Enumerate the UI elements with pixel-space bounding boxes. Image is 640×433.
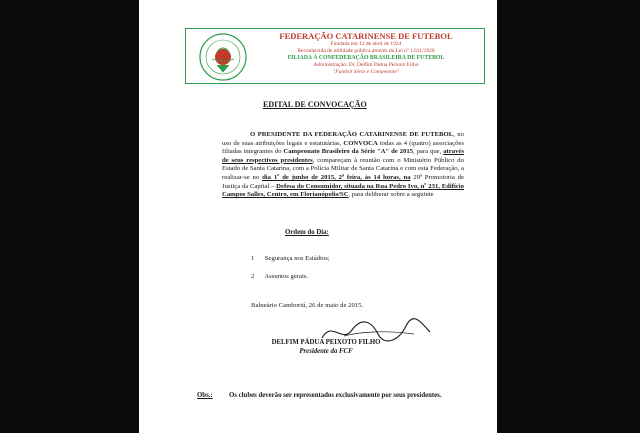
document-page	[139, 0, 497, 433]
observation-text: Os clubes deverão ser representados exclusivamente por seus presidentes.	[229, 392, 442, 399]
observation-label: Obs.:	[197, 392, 213, 399]
body-president: O PRESIDENTE DA FEDERAÇÃO CATARINENSE DE FUTEBOL	[250, 131, 454, 138]
body-part-2: , no uso de suas atribuições legais e estatutárias,	[222, 131, 464, 147]
federation-title: FEDERAÇÃO CATARINENSE DE FUTEBOL	[279, 31, 453, 41]
body-part-6: , para que,	[413, 148, 444, 156]
place-date: Balneário Camboriú, 26 de maio de 2015.	[251, 302, 364, 309]
letterhead	[185, 28, 485, 84]
document-title: EDITAL DE CONVOCAÇÃO	[263, 100, 367, 109]
agenda-item-text: Segurança nos Estádios;	[264, 255, 330, 262]
agenda-title: Ordem do Dia:	[285, 229, 329, 236]
agenda-item	[251, 273, 308, 280]
agenda-item-number: 2	[251, 273, 255, 280]
administration-line: Administração: Dr. Delfim Pádua Peixoto Filho	[313, 62, 419, 68]
body-date-time: dia 1º de junho de 2015, 2ª feira, às 14 horas, na	[262, 173, 411, 181]
body-championship: Campeonato Brasileiro da Série "A" de 2015	[283, 148, 414, 156]
observation-note	[197, 391, 467, 400]
body-presidents: através de seus respectivos presidentes	[222, 148, 464, 164]
signer-name: DELFIM PÁDUA PEIXOTO FILHO	[271, 339, 381, 346]
body-part-10: 29ª Promotoria de Justiça da Capital –	[222, 173, 464, 190]
agenda-item-number: 1	[251, 255, 255, 262]
agenda-item	[251, 255, 330, 262]
founded-line: Fundada em 12 de abril de 1924	[330, 41, 402, 47]
body-part-8: , compareçam à reunião com o Ministério Público do Estado de Santa Catarina, com a Polícia Militar de Santa Catarina e com esta Federação, a realizar-se no	[222, 156, 464, 181]
body-part-12: , para deliberar sobre a seguinte	[348, 191, 434, 199]
signer-role: Presidente da FCF	[299, 348, 353, 355]
slogan-line: "Futebol Sério e Competente"	[332, 69, 400, 75]
public-utility-line: Reconhecida de utilidade pública através da Lei nº 1.611/1928	[297, 48, 435, 54]
letterhead-text	[248, 31, 484, 76]
convocation-paragraph	[222, 131, 464, 200]
body-part-4: todas as 4 (quatro) associações filiadas integrantes do	[222, 139, 465, 156]
body-convoca: CONVOCA	[343, 139, 378, 147]
fcf-seal-icon	[198, 32, 248, 82]
body-location: Defesa do Consumidor, situada na Rua Pedro Ivo, nº 231, Edifício Campos Salles, Centro, em Florianópolis/SC	[222, 182, 464, 199]
affiliation-line: FILIADA À CONFEDERAÇÃO BRASILEIRA DE FUTEBOL	[287, 55, 445, 61]
agenda-item-text: Assuntos gerais.	[264, 273, 309, 280]
